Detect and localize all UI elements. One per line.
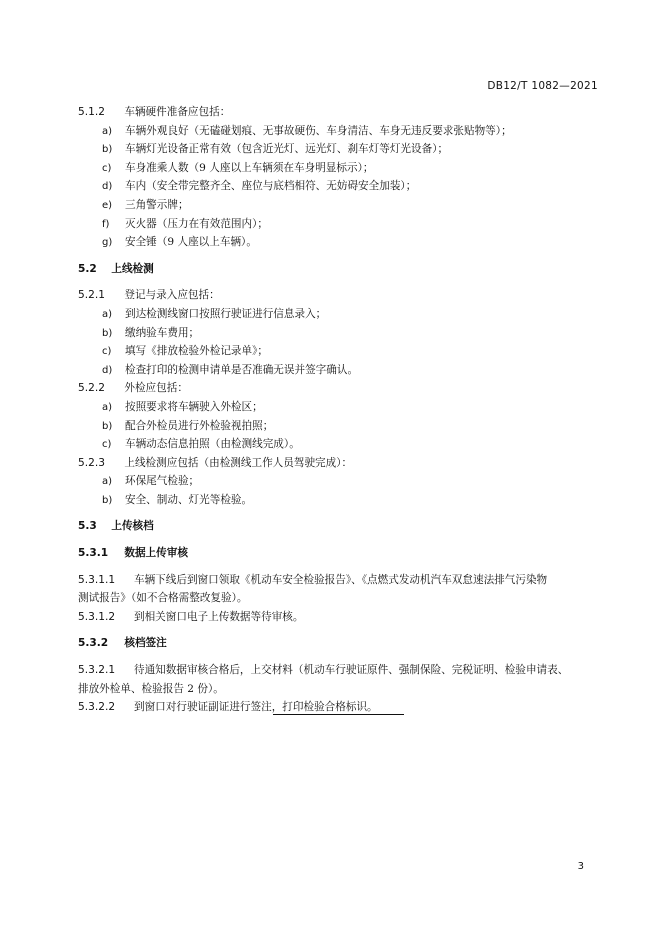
list-text: 车辆外观良好（无磕碰划痕、无事故硬伤、车身清洁、车身无违反要求张贴物等）； [125, 124, 512, 137]
clause-text: 登记与录入应包括： [124, 289, 220, 302]
list-text: 到达检测线窗口按照行驶证进行信息录入； [125, 307, 327, 320]
list-text: 安全锤（9 人座以上车辆）。 [125, 236, 257, 249]
list-marker: a) [102, 125, 113, 137]
list-marker: f) [102, 218, 110, 230]
list-marker: a) [102, 308, 113, 320]
list-item [78, 324, 598, 343]
clause-number: 5.3.1.2 [78, 610, 116, 623]
list-item [78, 398, 598, 417]
end-rule [273, 714, 404, 715]
list-item [78, 472, 598, 491]
list-item [78, 361, 598, 380]
clause-number: 5.3.2.2 [78, 701, 116, 714]
clause-number: 5.2.1 [78, 289, 105, 302]
subsection-number: 5.3.1 [78, 547, 109, 560]
list-marker: b) [102, 327, 113, 339]
subsection-5-3-2-heading [78, 634, 598, 653]
list-item [78, 196, 598, 215]
list-marker: b) [102, 494, 113, 506]
clause-5-3-2-1-cont [78, 680, 598, 699]
list-text: 车身准乘人数（9 人座以上车辆须在车身明显标示）； [125, 161, 374, 174]
list-text: 车内（安全带完整齐全、座位与底档相符、无妨碍安全加装）； [125, 180, 417, 193]
section-5-2-heading [78, 260, 598, 279]
clause-number: 5.2.3 [78, 456, 105, 469]
clause-text-line1: 待通知数据审核合格后，上交材料（机动车行驶证原件、强制保险、完税证明、检验申请表、 [134, 664, 569, 677]
list-marker: g) [102, 237, 113, 249]
list-item [78, 177, 598, 196]
list-marker: c) [102, 162, 112, 174]
list-text: 填写《排放检验外检记录单》； [125, 345, 269, 358]
list-item [78, 122, 598, 141]
clause-number: 5.3.2.1 [78, 664, 116, 677]
clause-text: 上线检测应包括（由检测线工作人员驾驶完成）： [124, 456, 353, 469]
page-number: 3 [577, 861, 584, 872]
clause-number: 5.1.2 [78, 106, 105, 118]
section-number: 5.3 [78, 520, 97, 533]
clause-5-2-1 [78, 286, 598, 305]
list-text: 三角警示牌； [125, 198, 189, 211]
list-item [78, 215, 598, 234]
clause-text-line2: 测试报告》（如不合格需整改复验）。 [78, 592, 248, 605]
clause-text: 到窗口对行驶证副证进行签注，打印检验合格标识。 [134, 701, 378, 714]
section-number: 5.2 [78, 262, 97, 275]
subsection-5-3-1-heading [78, 544, 598, 563]
section-title: 上传核档 [111, 520, 154, 533]
document-body [78, 103, 598, 717]
list-marker: d) [102, 364, 113, 376]
clause-5-3-1-1 [78, 571, 598, 590]
list-item [78, 159, 598, 178]
list-text: 按照要求将车辆驶入外检区； [125, 400, 263, 413]
list-item [78, 305, 598, 324]
list-text: 检查打印的检测申请单是否准确无误并签字确认。 [125, 363, 359, 376]
clause-5-3-2-1 [78, 661, 598, 680]
list-text: 车辆灯光设备正常有效（包含近光灯、远光灯、刹车灯等灯光设备）； [125, 143, 449, 156]
clause-text: 到相关窗口电子上传数据等待审核。 [134, 610, 304, 623]
subsection-title: 核档签注 [124, 637, 167, 650]
list-item [78, 140, 598, 159]
list-text: 车辆动态信息拍照（由检测线完成）。 [125, 438, 300, 451]
list-item [78, 417, 598, 436]
clause-number: 5.2.2 [78, 382, 105, 395]
list-marker: b) [102, 420, 113, 432]
list-marker: a) [102, 476, 113, 488]
list-marker: b) [102, 144, 113, 156]
section-5-3-heading [78, 517, 598, 536]
list-item [78, 233, 598, 252]
section-title: 上线检测 [111, 262, 154, 275]
clause-text-line2: 排放外检单、检验报告 2 份）。 [78, 682, 224, 695]
clause-5-2-3 [78, 454, 598, 473]
clause-5-3-1-2 [78, 608, 598, 627]
list-marker: c) [102, 439, 112, 451]
clause-text-line1: 车辆下线后到窗口领取《机动车安全检验报告》、《点燃式发动机汽车双怠速法排气污染物 [134, 573, 548, 586]
clause-5-1-2 [78, 103, 598, 122]
clause-number: 5.3.1.1 [78, 573, 116, 586]
document-code: DB12/T 1082—2021 [487, 80, 598, 92]
list-marker: a) [102, 401, 113, 413]
list-text: 缴纳验车费用； [125, 326, 200, 339]
clause-5-3-1-1-cont [78, 589, 598, 608]
subsection-title: 数据上传审核 [124, 547, 188, 560]
list-marker: c) [102, 346, 112, 358]
list-item [78, 491, 598, 510]
list-item [78, 342, 598, 361]
list-text: 环保尾气检验； [125, 475, 200, 488]
clause-text: 外检应包括： [124, 382, 188, 395]
list-marker: d) [102, 181, 113, 193]
subsection-number: 5.3.2 [78, 637, 109, 650]
clause-5-2-2 [78, 379, 598, 398]
list-marker: e) [102, 199, 113, 211]
list-item [78, 435, 598, 454]
list-text: 安全、制动、灯光等检验。 [125, 493, 253, 506]
list-text: 灭火器（压力在有效范围内）； [125, 217, 269, 230]
list-text: 配合外检员进行外检验视拍照； [125, 419, 274, 432]
clause-text: 车辆硬件准备应包括： [124, 106, 231, 118]
